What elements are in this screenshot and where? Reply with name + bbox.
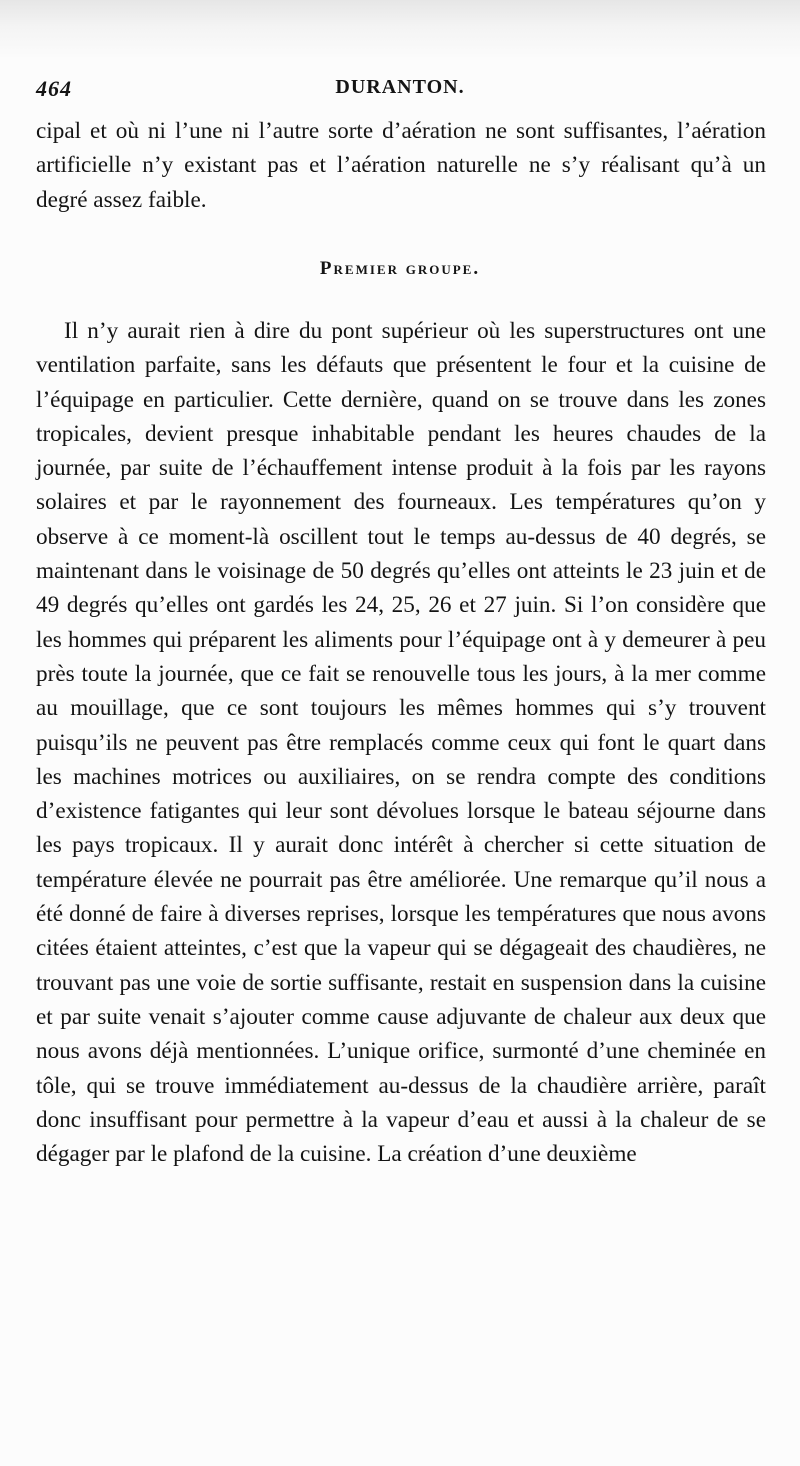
- continued-paragraph: [36, 114, 766, 217]
- page-edge-shadow: [0, 0, 800, 60]
- main-paragraph: [36, 314, 766, 1171]
- running-head: DURANTON.: [335, 76, 465, 98]
- page-number: 464: [36, 76, 72, 101]
- main-paragraph-text: Il n’y aurait rien à dire du pont supérieur où les superstructures ont une ventilation parfaite, sans les défauts que présentent le four et la cuisine de l’équipage en particulier. Cette dernière, quand on se trouve dans les zones tropicales, devient presque inhabitable pendant les heures chaudes de la journée, par suite de l’échauffement intense produit à la fois par les rayons solaires et par le rayonnement des fourneaux. Les températures qu’on y observe à ce moment-là oscillent tout le temps au-dessus de 40 degrés, se maintenant dans le voisinage de 50 degrés qu’elles ont atteints le 23 juin et de 49 degrés qu’elles ont gardés les 24, 25, 26 et 27 juin. Si l’on considère que les hommes qui préparent les aliments pour l’équipage ont à y demeurer à peu près toute la journée, que ce fait se renouvelle tous les jours, à la mer comme au mouillage, que ce sont toujours les mêmes hommes qui s’y trouvent puisqu’ils ne peuvent pas être remplacés comme ceux qui font le quart dans les machines motrices ou auxiliaires, on se rendra compte des conditions d’existence fatigantes qui leur sont dévolues lorsque le bateau séjourne dans les pays tropicaux. Il y aurait donc intérêt à chercher si cette situation de température élevée ne pourrait pas être améliorée. Une remarque qu’il nous a été donné de faire à diverses reprises, lorsque les températures que nous avons citées étaient atteintes, c’est que la vapeur qui se dégageait des chaudières, ne trouvant pas une voie de sortie suffisante, restait en suspension dans la cuisine et par suite venait s’ajouter comme cause adjuvante de chaleur aux deux que nous avons déjà mentionnées. L’unique orifice, surmonté d’une cheminée en tôle, qui se trouve immédiatement au-dessus de la chaudière arrière, paraît donc insuffisant pour permettre à la vapeur d’eau et aussi à la chaleur de se dégager par le plafond de la cuisine. La création d’une deuxième: [36, 318, 766, 1168]
- continued-paragraph-text: cipal et où ni l’une ni l’autre sorte d’aération ne sont suffisantes, l’aération artificielle n’y existant pas et l’aération naturelle ne s’y réalisant qu’à un degré assez faible.: [36, 118, 766, 213]
- section-heading: Premier groupe.: [319, 258, 481, 279]
